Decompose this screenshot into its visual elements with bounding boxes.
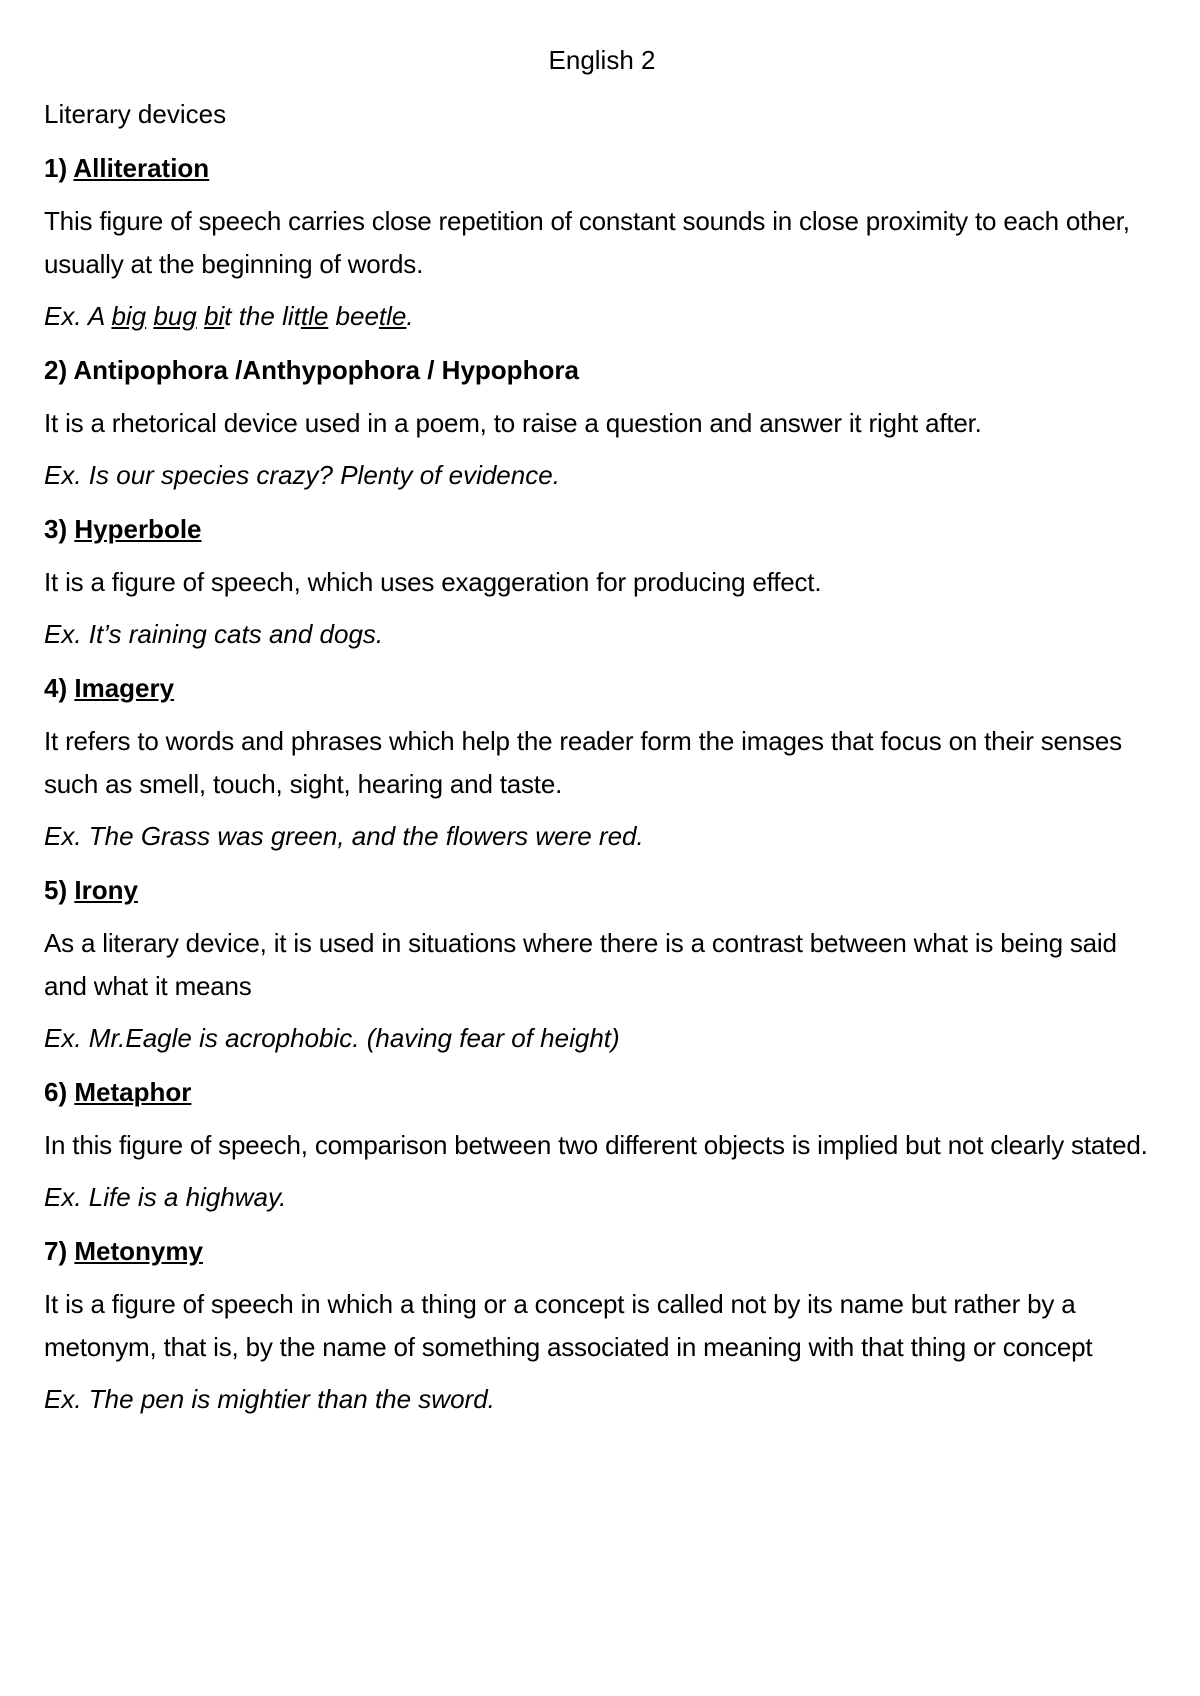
- device-term: Hyperbole: [74, 514, 202, 544]
- device-definition: In this figure of speech, comparison between two different objects is implied but not clearly stated.: [44, 1130, 1148, 1160]
- example-part: .: [406, 301, 414, 331]
- device-definition: It refers to words and phrases which help the reader form the images that focus on their senses such as smell, touch, sight, hearing and taste.: [44, 726, 1122, 799]
- device-heading-irony: [44, 874, 1160, 906]
- device-number: 5): [44, 875, 68, 905]
- device-example: Ex. The pen is mightier than the sword.: [44, 1384, 495, 1414]
- device-heading-antipophora: [44, 354, 1160, 386]
- example-part: bee: [328, 301, 379, 331]
- device-heading-alliteration: [44, 152, 1160, 184]
- device-example: Ex. Life is a highway.: [44, 1182, 287, 1212]
- device-example: Ex. Mr.Eagle is acrophobic. (having fear of height): [44, 1023, 620, 1053]
- device-term: Irony: [74, 875, 138, 905]
- device-heading-hyperbole: [44, 513, 1160, 545]
- device-term: Antipophora /Anthypophora / Hypophora: [73, 355, 579, 385]
- device-definition: It is a figure of speech in which a thing or a concept is called not by its name but rather by a metonym, that is, by the name of something associated in meaning with that thing or concept: [44, 1289, 1093, 1362]
- device-term: Metonymy: [74, 1236, 203, 1266]
- device-definition: This figure of speech carries close repetition of constant sounds in close proximity to each other, usually at the beginning of words.: [44, 206, 1130, 279]
- device-heading-metaphor: [44, 1076, 1160, 1108]
- device-term: Alliteration: [73, 153, 210, 183]
- device-number: 7): [44, 1236, 68, 1266]
- device-heading-metonymy: [44, 1235, 1160, 1267]
- device-heading-imagery: [44, 672, 1160, 704]
- device-example: Ex. The Grass was green, and the flowers were red.: [44, 821, 644, 851]
- device-term: Metaphor: [74, 1077, 192, 1107]
- device-number: 3): [44, 514, 68, 544]
- device-number: 1): [44, 153, 68, 183]
- device-example: Ex. Is our species crazy? Plenty of evidence.: [44, 460, 560, 490]
- device-definition: It is a rhetorical device used in a poem, to raise a question and answer it right after.: [44, 408, 982, 438]
- example-part-underlined: bi: [204, 301, 225, 331]
- device-definition: It is a figure of speech, which uses exaggeration for producing effect.: [44, 567, 822, 597]
- example-part-underlined: tle: [300, 301, 329, 331]
- device-number: 2): [44, 355, 68, 385]
- example-part: t the lit: [224, 301, 301, 331]
- example-part-underlined: big: [111, 301, 147, 331]
- device-number: 4): [44, 673, 68, 703]
- example-part-underlined: bug: [153, 301, 197, 331]
- document-subtitle: Literary devices: [44, 99, 227, 129]
- device-definition: As a literary device, it is used in situations where there is a contrast between what is being said and what it means: [44, 928, 1117, 1001]
- device-example: Ex. It’s raining cats and dogs.: [44, 619, 384, 649]
- device-term: Imagery: [74, 673, 175, 703]
- example-part-underlined: tle: [378, 301, 407, 331]
- example-part: [197, 301, 204, 331]
- device-example-alliteration: [44, 300, 1160, 332]
- device-number: 6): [44, 1077, 68, 1107]
- example-part: Ex. A: [44, 301, 112, 331]
- document-title: English 2: [548, 45, 656, 75]
